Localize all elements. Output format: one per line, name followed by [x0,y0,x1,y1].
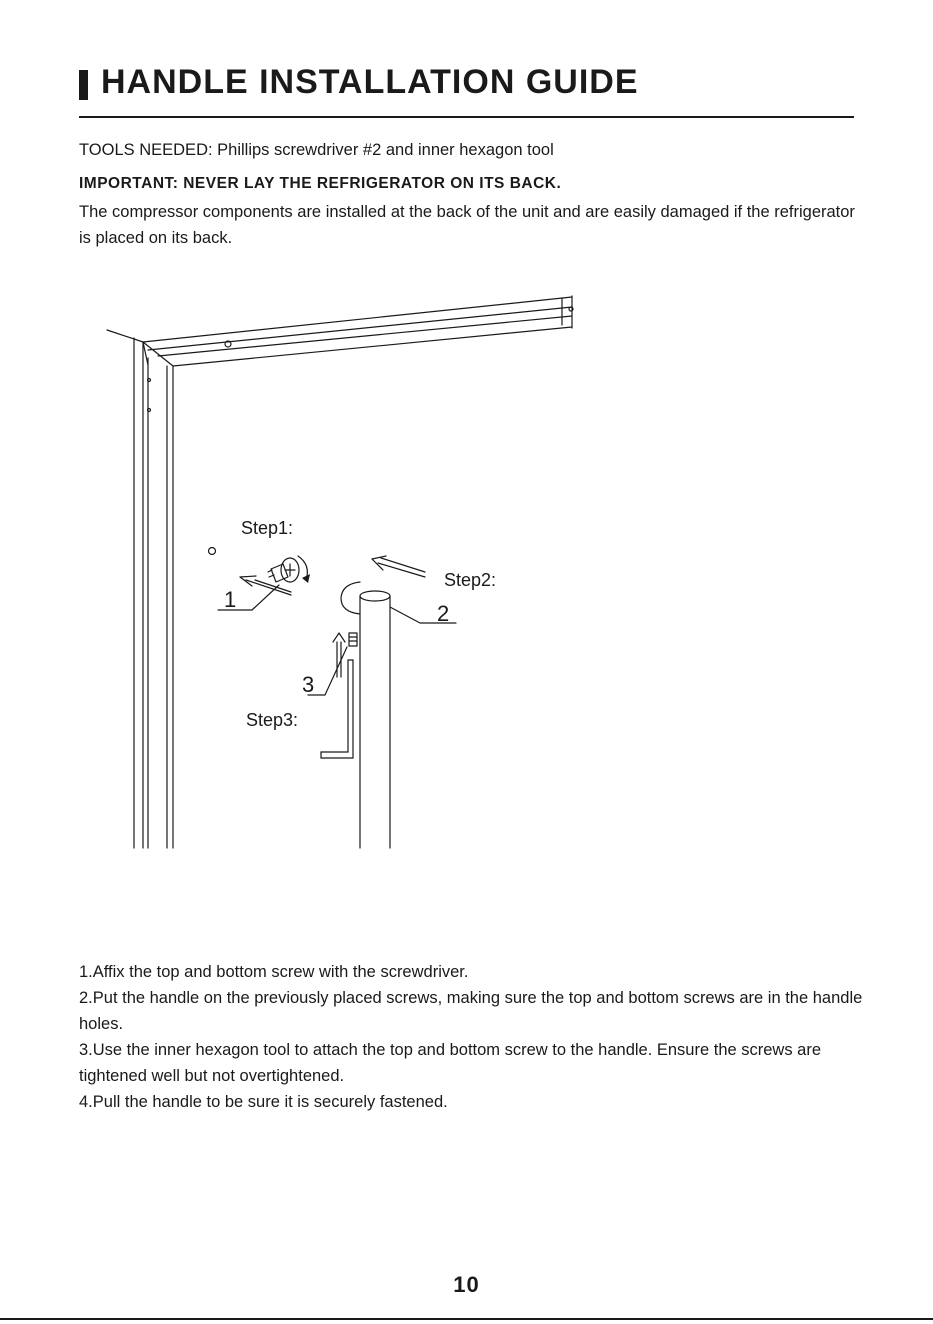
step1-label: Step1: [241,518,294,538]
door-frame-left [134,338,173,848]
step-item: 4.Pull the handle to be sure it is securely fastened. [79,1093,448,1111]
page-number: 10 [453,1272,480,1297]
set-screw-icon [349,633,357,646]
bottom-divider [0,1318,933,1320]
step-item: 1.Affix the top and bottom screw with the screwdriver. [79,963,469,981]
instruction-steps [79,959,864,1115]
warning-text: The compressor components are installed at the back of the unit and are easily damaged if the refrigerator is placed on its back. [79,203,855,247]
page-header [79,62,854,118]
callout-2: 2 [437,601,450,626]
installation-diagram [0,280,933,880]
callout-3: 3 [302,672,315,697]
handle-arrow-icon [372,556,425,577]
step-item: 3.Use the inner hexagon tool to attach the top and bottom screw to the handle. Ensure the screws are tightened well but not overtightened. [79,1041,822,1085]
callout-1: 1 [224,587,237,612]
rotate-arrowhead-icon [302,574,310,583]
screw-icon [268,558,299,582]
step-item: 2.Put the handle on the previously placed screws, making sure the top and bottom screws are in the handle holes. [79,989,863,1033]
step3-label: Step3: [246,710,299,730]
door-frame-top [107,296,573,366]
page-title: HANDLE INSTALLATION GUIDE [101,63,639,101]
tools-needed: TOOLS NEEDED: Phillips screwdriver #2 and inner hexagon tool [79,141,554,159]
mounting-hole [209,548,216,555]
important-warning: IMPORTANT: NEVER LAY THE REFRIGERATOR ON ITS BACK. [79,175,562,192]
step2-label: Step2: [444,570,497,590]
title-accent-bar [79,70,88,100]
